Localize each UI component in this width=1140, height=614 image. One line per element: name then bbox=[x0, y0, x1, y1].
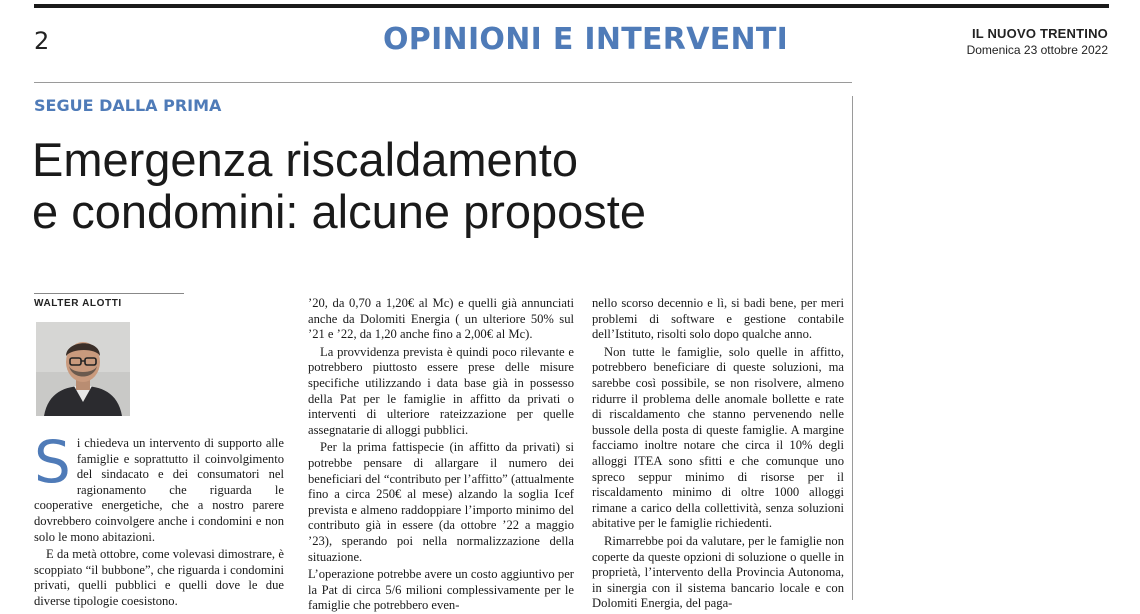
newspaper-name: IL NUOVO TRENTINO bbox=[971, 26, 1108, 41]
issue-date: Domenica 23 ottobre 2022 bbox=[966, 43, 1108, 57]
page-number: 2 bbox=[34, 27, 50, 55]
byline-rule bbox=[34, 293, 184, 294]
masthead bbox=[967, 26, 1108, 57]
article-kicker: SEGUE DALLA PRIMA bbox=[34, 96, 222, 115]
header-divider bbox=[34, 82, 852, 83]
title-line-2: e condomini: alcune proposte bbox=[32, 185, 647, 238]
section-title: OPINIONI E INTERVENTI bbox=[383, 22, 789, 57]
paragraph: E da metà ottobre, come volevasi dimostrare, è scoppiato “il bubbone”, che riguarda i condomini privati, quelli pubblici e quelli dove le due diverse tipologie coesistono. bbox=[34, 547, 284, 608]
title-line-1: Emergenza riscaldamento bbox=[32, 133, 578, 186]
paragraph: Per la prima fattispecie (in affitto da privati) si potrebbe pensare di allargare il numero dei beneficiari del “contributo per l’affitto” (attualmente fino a circa 250€ al mese) alzando la soglia Icef prevista e almeno raddoppiare l’importo minimo del contributo già in essere (da ottobre ’22 a maggio ’23), sperando poi nella normalizzazione della situazione. bbox=[308, 440, 574, 564]
article-column-3 bbox=[592, 296, 844, 611]
article-title bbox=[32, 134, 832, 238]
paragraph: i chiedeva un intervento di supporto alle famiglie e soprattutto il coinvolgimento del sindacato e dei consumatori nel ragionamento che riguarda le cooperative energetiche, che a nostro parere dovrebbero coinvolgere anche i condomini e non solo le mono abitazioni. bbox=[34, 436, 284, 544]
author-photo bbox=[36, 322, 130, 416]
drop-cap: S bbox=[34, 428, 71, 496]
top-rule bbox=[34, 4, 1109, 8]
article-column-1 bbox=[34, 428, 284, 608]
article-column-2 bbox=[308, 296, 574, 613]
paragraph: Rimarrebbe poi da valutare, per le famiglie non coperte da queste opzioni di soluzione o quelle in proprietà, l’intervento della Provincia Autonoma, in sinergia con il sistema bancario locale e con Dolomiti Energia, del paga- bbox=[592, 533, 844, 611]
paragraph: La provvidenza prevista è quindi poco rilevante e potrebbero piuttosto essere prese delle misure specifiche utilizzando i data base già in possesso della Pat per le famiglie in affitto da privati o interventi di ulteriore rateizzazione per quelle assegnatarie di alloggi pubblici. bbox=[308, 344, 574, 437]
column-divider bbox=[852, 96, 853, 600]
paragraph: Non tutte le famiglie, solo quelle in affitto, potrebbero beneficiare di queste soluzioni, ma sarebbe così possibile, se non risolvere, almeno ridurre il problema delle anomale bollette e rate di riscaldamento che stanno pervenendo nelle bussole della posta di queste famiglie. A margine facciamo inoltre notare che circa il 10% degli alloggi ITEA sono sfitti e che comunque uno spreco seppur minimo di risorse per il riscaldamento minimo di oltre 1000 alloggi rimane a carico della collettività, senza soluzioni abitative per le famiglie richiedenti. bbox=[592, 344, 844, 531]
author-byline: WALTER ALOTTI bbox=[34, 298, 122, 309]
paragraph: nello scorso decennio e lì, si badi bene, per meri problemi di software e gestione contabile dell’Istituto, risolti solo dopo qualche anno. bbox=[592, 296, 844, 342]
paragraph: ’20, da 0,70 a 1,20€ al Mc) e quelli già annunciati anche da Dolomiti Energia ( un ulteriore 50% sul ’21 e ’22, da 1,20 anche fino a 2,00€ al Mc). bbox=[308, 296, 574, 342]
paragraph: L’operazione potrebbe avere un costo aggiuntivo per la Pat di circa 5/6 milioni complessivamente per le famiglie che potrebbero even- bbox=[308, 567, 574, 613]
